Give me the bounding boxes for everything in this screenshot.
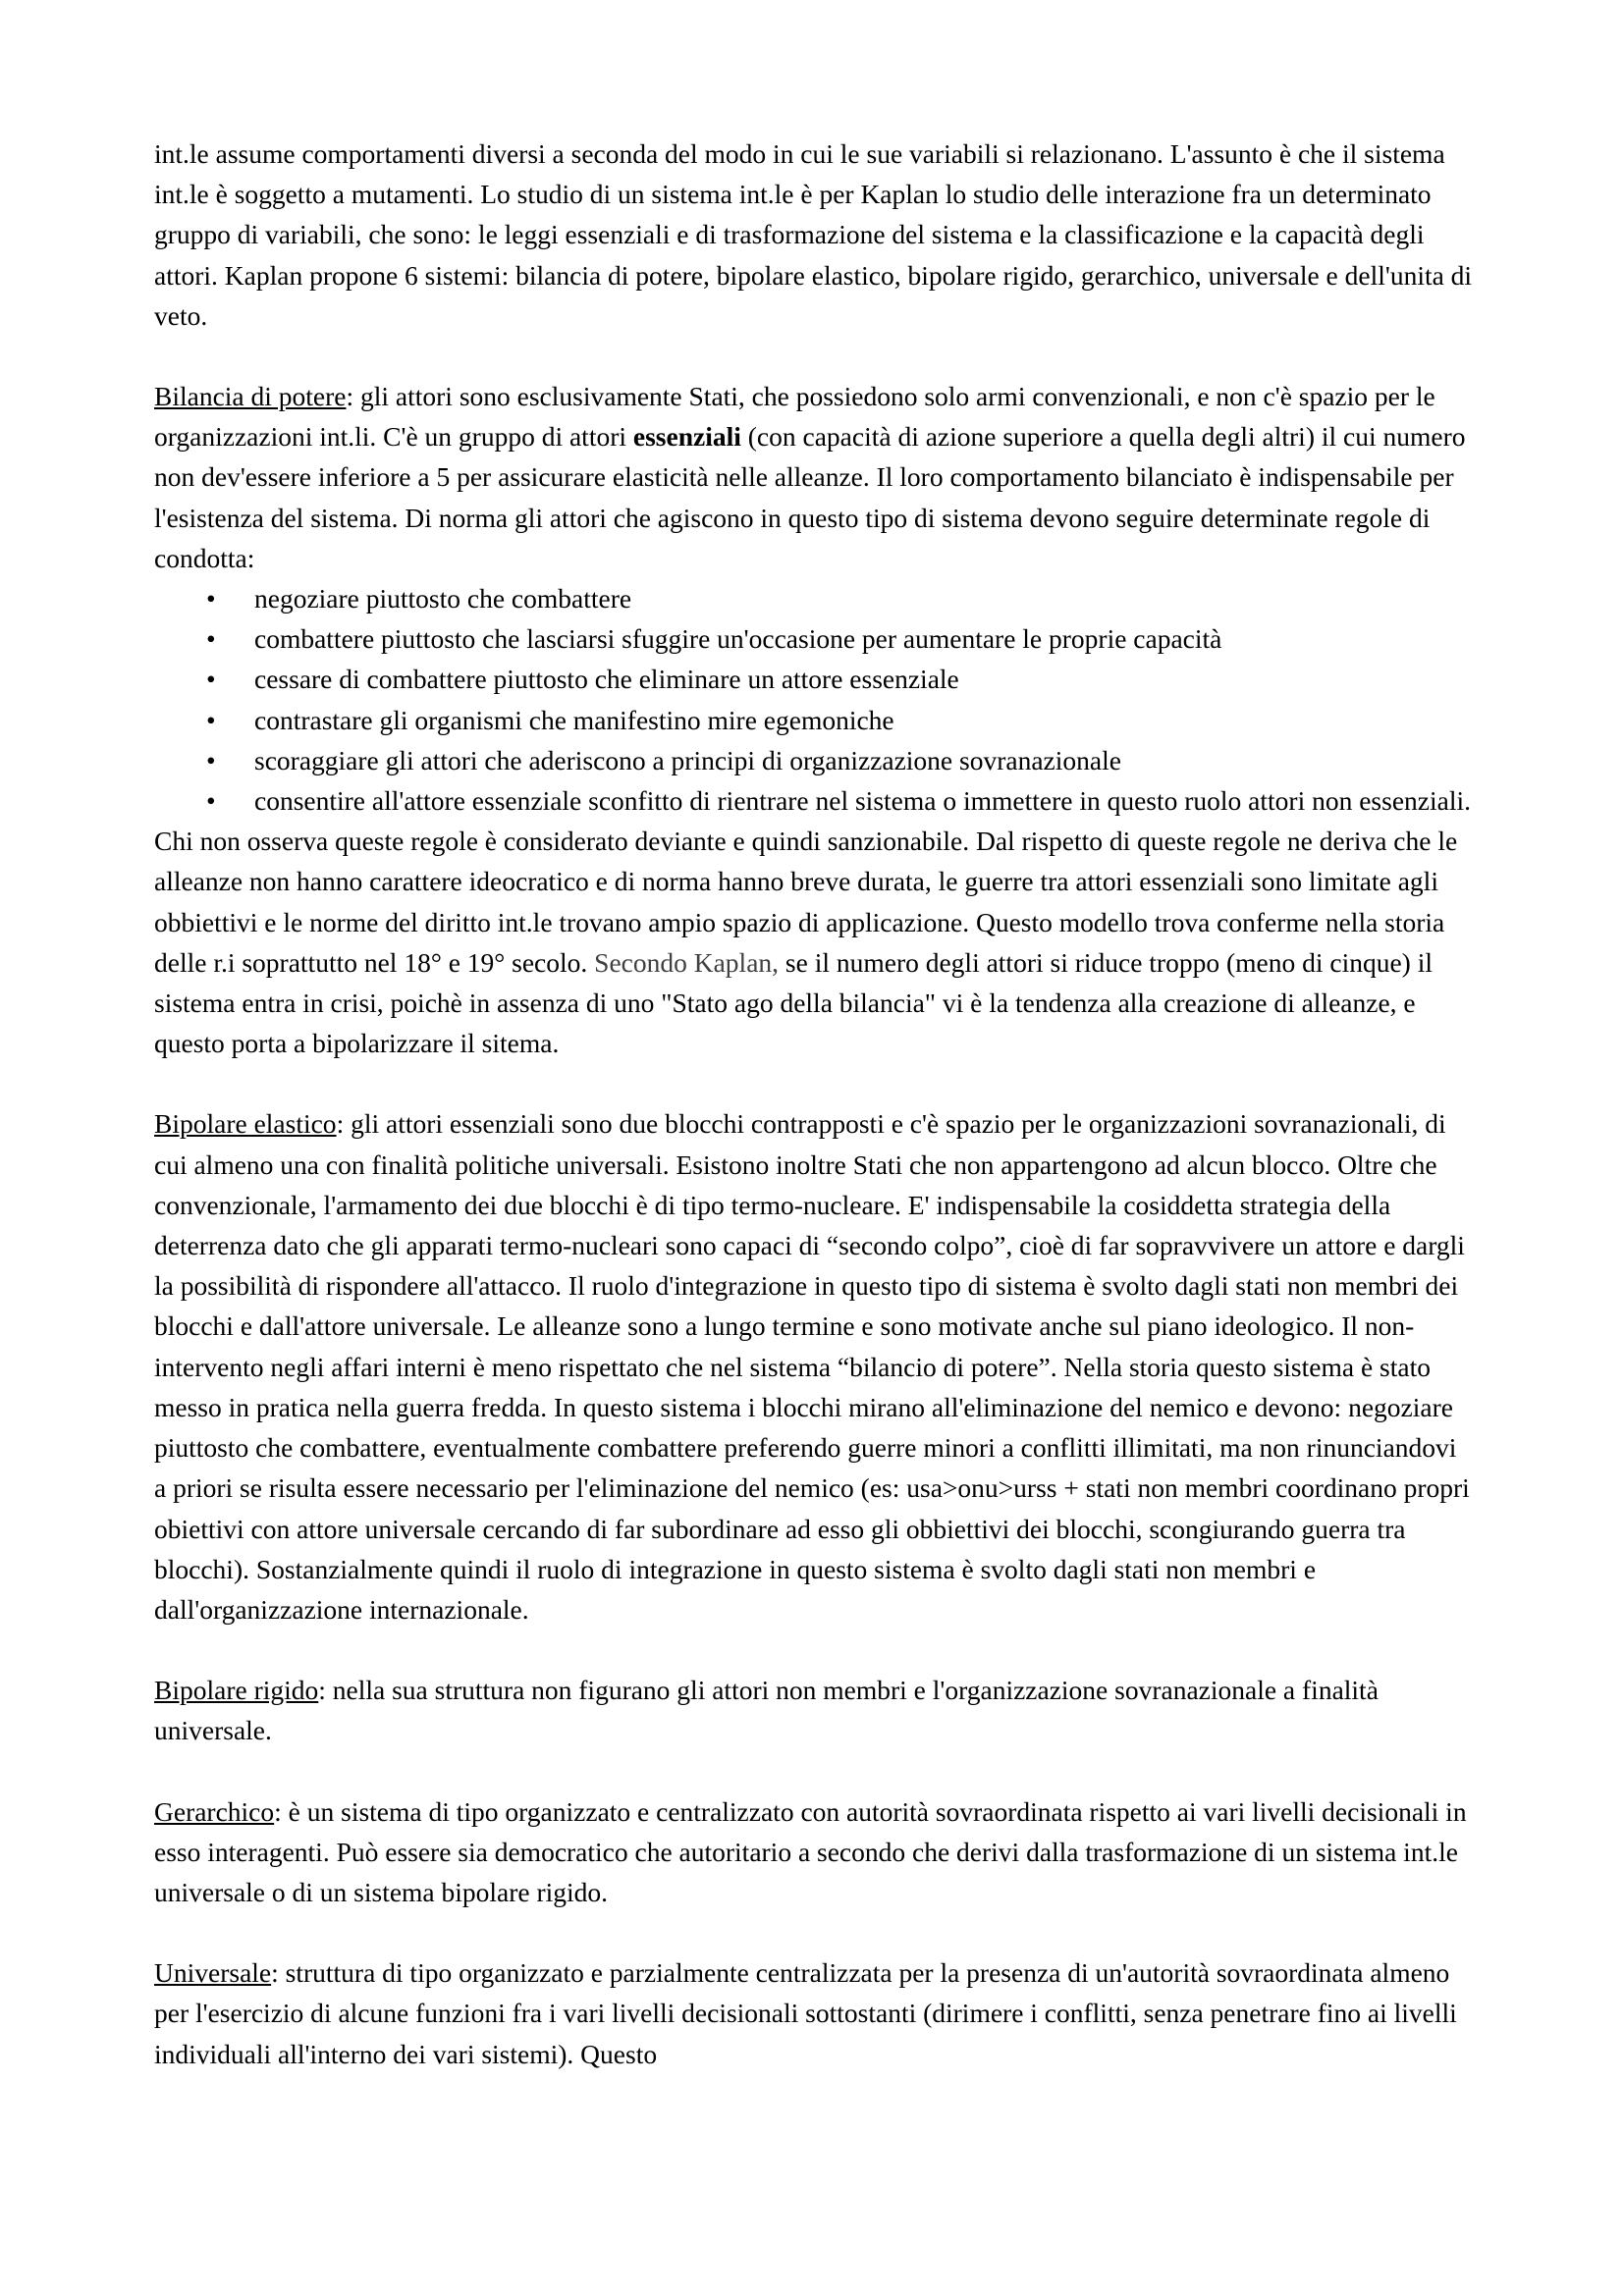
rule-item (154, 618, 1475, 659)
universale-heading: Universale (154, 1957, 272, 1989)
bipolare-elastico-paragraph (154, 1103, 1475, 1629)
bilancia-bold-word: essenziali (632, 421, 741, 453)
bipolare-rigido-heading: Bipolare rigido (154, 1675, 319, 1706)
document-page (154, 133, 1475, 2074)
bilancia-after-paragraph (154, 821, 1475, 1063)
kaplan-text: Secondo Kaplan, (594, 946, 780, 978)
bullet-icon: • (206, 664, 216, 695)
bullet-icon: • (206, 623, 216, 655)
rule-text: cessare di combattere piuttosto che eliminare un attore essenziale (254, 664, 959, 695)
rule-text: scoraggiare gli attori che aderiscono a principi di organizzazione sovranazionale (254, 744, 1121, 775)
gerarchico-heading: Gerarchico (154, 1795, 275, 1827)
bilancia-text-after-bold: (con capacità di azione superiore a quella degli altri) il cui numero non dev'essere inferiore a 5 per assicurare elasticità nelle alleanze. Il loro comportamento bilanciato è indispensabile per l'esistenza del sistema. Di norma gli attori che agiscono in questo tipo di sistema devono seguire determinate regole di condotta: (154, 421, 1466, 573)
universale-text: : struttura di tipo organizzato e parzialmente centralizzata per la presenza di un'autorità sovraordinata almeno per l'esercizio di alcune funzioni fra i vari livelli decisionali sottostanti (dirimere i conflitti, senza penetrare fino ai livelli individuali all'interno dei vari sistemi). Questo (154, 1957, 1457, 2069)
universale-paragraph (154, 1952, 1475, 2074)
bilancia-text-before-bold: : gli attori sono esclusivamente Stati, che possiedono solo armi convenzionali, e non c'è spazio per le organizzazioni int.li. C'è un gruppo di attori (154, 381, 1435, 453)
rule-text: negoziare piuttosto che combattere (254, 583, 632, 614)
bilancia-heading: Bilancia di potere (154, 381, 347, 412)
rule-text: contrastare gli organismi che manifestino mire egemoniche (254, 704, 894, 735)
bullet-icon: • (206, 785, 216, 817)
gerarchico-text: : è un sistema di tipo organizzato e centralizzato con autorità sovraordinata rispetto ai vari livelli decisionali in esso interagenti. Può essere sia democratico che autoritario a secondo che derivi dalla trasformazione di un sistema int.le universale o di un sistema bipolare rigido. (154, 1795, 1467, 1907)
bullet-icon: • (206, 704, 216, 735)
rule-text: consentire all'attore essenziale sconfitto di rientrare nel sistema o immettere in questo ruolo attori non essenziali. (254, 785, 1471, 817)
rule-text: combattere piuttosto che lasciarsi sfuggire un'occasione per aumentare le proprie capacità (254, 623, 1222, 655)
rules-list (154, 578, 1475, 821)
bipolare-rigido-text: : nella sua struttura non figurano gli attori non membri e l'organizzazione sovranazionale a finalità universale. (154, 1675, 1379, 1746)
bullet-icon: • (206, 583, 216, 614)
rule-item (154, 578, 1475, 618)
intro-paragraph: int.le assume comportamenti diversi a seconda del modo in cui le sue variabili si relazionano. L'assunto è che il sistema int.le è soggetto a mutamenti. Lo studio di un sistema int.le è per Kaplan lo studio delle interazione fra un determinato gruppo di variabili, che sono: le leggi essenziali e di trasformazione del sistema e la classificazione e la capacità degli attori. Kaplan propone 6 sistemi: bilancia di potere, bipolare elastico, bipolare rigido, gerarchico, universale e dell'unita di veto. (154, 138, 1473, 331)
bilancia-after-text: Chi non osserva queste regole è considerato deviante e quindi sanzionabile. Dal rispetto di queste regole ne deriva che le alleanze non hanno carattere ideocratico e di norma hanno breve durata, le guerre tra attori essenziali sono limitate agli obbiettivi e le norme del diritto int.le trovano ampio spazio di applicazione. Questo modello trova conferme nella storia delle r.i soprattutto nel 18° e 19° secolo. (154, 826, 1458, 978)
bipolare-elastico-text: : gli attori essenziali sono due blocchi contrapposti e c'è spazio per le organizzazioni sovranazionali, di cui almeno una con finalità politiche universali. Esistono inoltre Stati che non appartengono ad alcun blocco. Oltre che convenzionale, l'armamento dei due blocchi è di tipo termo-nucleare. E' indispensabile la cosiddetta strategia della deterrenza dato che gli apparati termo-nucleari sono capaci di “secondo colpo”, cioè di far sopravvivere un attore e dargli la possibilità di rispondere all'attacco. Il ruolo d'integrazione in questo tipo di sistema è svolto dagli stati non membri dei blocchi e dall'attore universale. Le alleanze sono a lungo termine e sono motivate anche sul piano ideologico. Il non-intervento negli affari interni è meno rispettato che nel sistema “bilancio di potere”. Nella storia questo sistema è stato messo in pratica nella guerra fredda. In questo sistema i blocchi mirano all'eliminazione del nemico e devono: negoziare piuttosto che combattere, eventualmente combattere preferendo guerre minori a conflitti illimitati, ma non rinunciandovi a priori se risulta essere necessario per l'eliminazione del nemico (es: usa>onu>urss + stati non membri coordinano propri obiettivi con attore universale cercando di far subordinare ad esso gli obbiettivi dei blocchi, scongiurando guerra tra blocchi). Sostanzialmente quindi il ruolo di integrazione in questo sistema è svolto dagli stati non membri e dall'organizzazione internazionale. (154, 1108, 1470, 1625)
rule-item (154, 659, 1475, 699)
bilancia-closing-text: se il numero degli attori si riduce troppo (meno di cinque) il sistema entra in crisi, poichè in assenza di uno "Stato ago della bilancia" vi è la tendenza alla creazione di alleanze, e questo porta a bipolarizzare il sitema. (154, 946, 1433, 1059)
gerarchico-paragraph (154, 1791, 1475, 1913)
rule-item (154, 740, 1475, 780)
rule-item (154, 780, 1475, 821)
bilancia-paragraph (154, 376, 1475, 578)
rule-item (154, 700, 1475, 740)
bipolare-rigido-paragraph (154, 1670, 1475, 1750)
bullet-icon: • (206, 744, 216, 775)
bipolare-elastico-heading: Bipolare elastico (154, 1108, 337, 1140)
